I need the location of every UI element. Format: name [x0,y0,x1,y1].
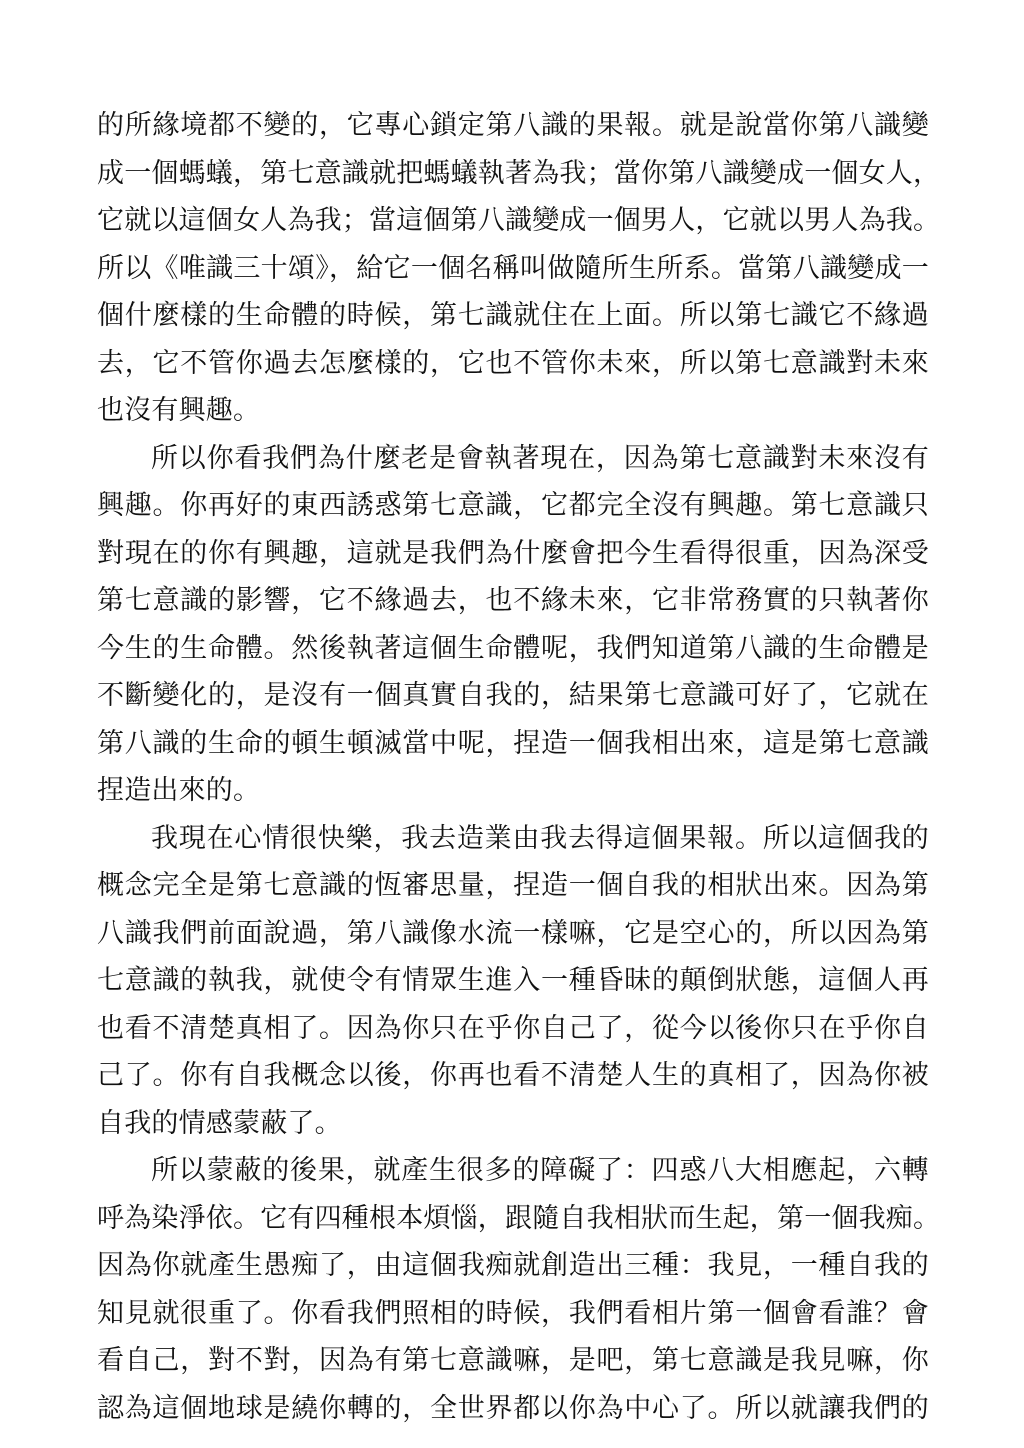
text-line: 認為這個地球是繞你轉的，全世界都以你為中心了。所以就讓我們的 [97,1392,929,1424]
text-line: 我現在心情很快樂，我去造業由我去得這個果報。所以這個我的 [151,822,929,854]
text-line: 概念完全是第七意識的恆審思量，捏造一個自我的相狀出來。因為第 [97,870,929,901]
text-line: 第八識的生命的頓生頓滅當中呢，捏造一個我相出來，這是第七意識 [97,727,929,759]
text-line: 它就以這個女人為我；當這個第八識變成一個男人，它就以男人為我。 [97,205,941,236]
text-line: 對現在的你有興趣，這就是我們為什麼會把今生看得很重，因為深受 [97,537,929,569]
text-line: 第七意識的影響，它不緣過去，也不緣未來，它非常務實的只執著你 [97,585,929,616]
text-line: 所以《唯識三十頌》，給它一個名稱叫做隨所生所系。當第八識變成一 [97,252,929,284]
text-line: 今生的生命體。然後執著這個生命體呢，我們知道第八識的生命體是 [97,632,929,664]
text-line: 不斷變化的，是沒有一個真實自我的，結果第七意識可好了，它就在 [97,680,929,711]
text-line: 所以你看我們為什麼老是會執著現在，因為第七意識對未來沒有 [151,442,929,474]
text-line: 興趣。你再好的東西誘惑第七意識，它都完全沒有興趣。第七意識只 [97,490,929,521]
text-line: 看自己，對不對，因為有第七意識嘛，是吧，第七意識是我見嘛，你 [97,1345,929,1376]
text-line: 自我的情感蒙蔽了。 [97,1107,342,1139]
text-line: 因為你就產生愚痴了，由這個我痴就創造出三種：我見，一種自我的 [97,1250,929,1281]
text-line: 的所緣境都不變的，它專心鎖定第八識的果報。就是說當你第八識變 [97,110,929,141]
text-line: 知見就很重了。你看我們照相的時候，我們看相片第一個會看誰？會 [97,1297,929,1329]
text-line: 捏造出來的。 [97,775,261,806]
text-line: 個什麼樣的生命體的時候，第七識就住在上面。所以第七識它不緣過 [97,300,929,331]
text-line: 去，它不管你過去怎麼樣的，它也不管你未來，所以第七意識對未來 [97,347,929,379]
text-line: 也看不清楚真相了。因為你只在乎你自己了，從今以後你只在乎你自 [97,1012,929,1044]
text-line: 七意識的執我，就使令有情眾生進入一種昏昧的顛倒狀態，這個人再 [97,965,929,996]
text-line: 己了。你有自我概念以後，你再也看不清楚人生的真相了，因為你被 [97,1060,929,1091]
text-line: 成一個螞蟻，第七意識就把螞蟻執著為我；當你第八識變成一個女人， [97,157,941,189]
text-line: 八識我們前面說過，第八識像水流一樣嘛，它是空心的，所以因為第 [97,917,929,949]
text-line: 呼為染淨依。它有四種根本煩惱，跟隨自我相狀而生起，第一個我痴。 [97,1202,941,1234]
text-line: 所以蒙蔽的後果，就產生很多的障礙了：四惑八大相應起，六轉 [151,1155,929,1186]
text-line: 也沒有興趣。 [97,395,261,426]
body-text [97,102,941,1432]
